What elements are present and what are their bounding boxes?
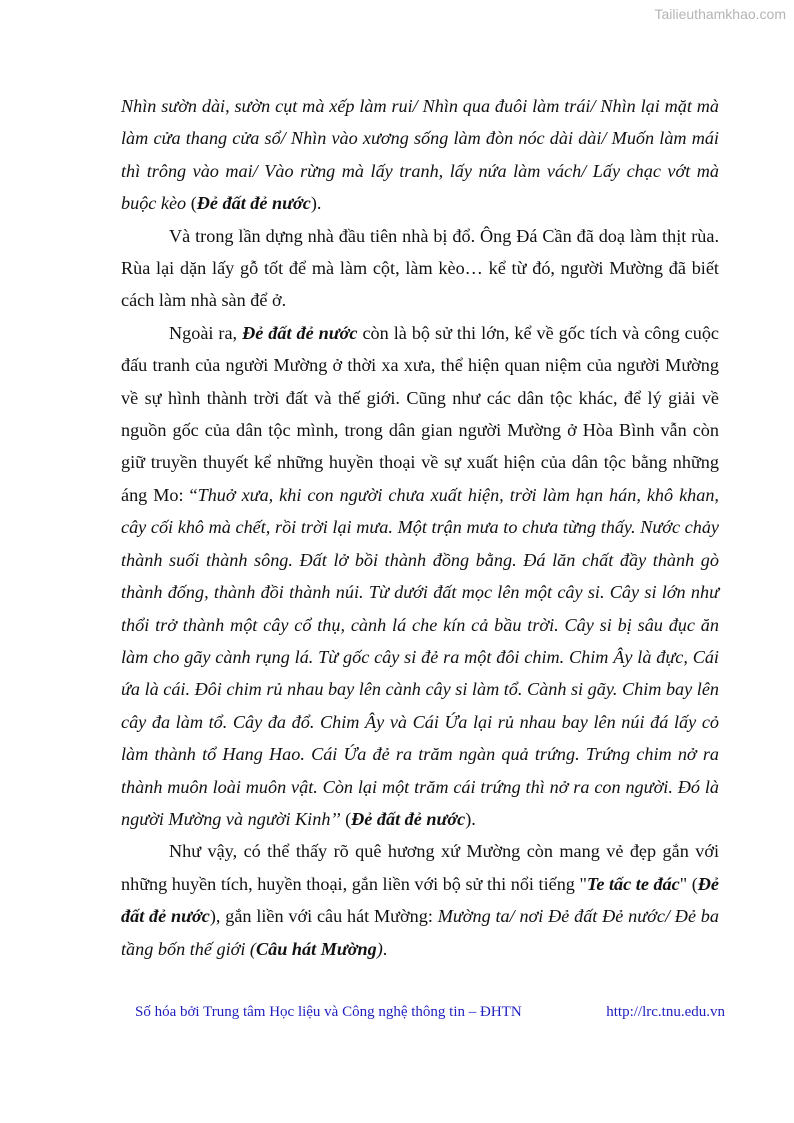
epic-description: còn là bộ sử thi lớn, kể về gốc tích và công cuộc đấu tranh của người Mường ở thời xa xưa, thể hiện quan niệm của người Mường về sự hình thành trời đất và thế giới. Cũng như các dân tộc khác, để lý giải về nguồn gốc của dân tộc mình, trong dân gian người Mường ở Hòa Bình vẫn còn giữ truyền thuyết kể những huyền thoại về sự xuất hiện của dân tộc bằng những áng Mo: “ bbox=[121, 322, 719, 505]
epic-title: Đẻ đất đẻ nước bbox=[121, 873, 720, 927]
document-body bbox=[121, 90, 719, 965]
footer-url[interactable]: http://lrc.tnu.edu.vn bbox=[606, 1004, 725, 1020]
conclusion-text-2: ), gắn liền với câu hát Mường: bbox=[209, 906, 438, 927]
myth-quote: Thuở xưa, khi con người chưa xuất hiện, trời làm hạn hán, khô khan, cây cối khô mà chết, rồi trời lại mưa. Một trận mưa to chưa từng thấy. Nước chảy thành suối thành sông. Đất lở bồi thành đồng bằng. Đá lăn chất đầy thành gò thành đống, thành đồi thành núi. Từ dưới đất mọc lên một cây si. Cây si lớn như thổi trở thành một cây cổ thụ, cành lá che kín cả bầu trời. Cây si bị sâu đục ăn làm cho gãy cành rụng lá. Từ gốc cây si đẻ ra một đôi chim. Chim Ây là đực, Cái ứa là cái. Đôi chim rủ nhau bay lên cành cây si làm tổ. Cành si gãy. Chim bay lên cây đa làm tổ. Cây đa đổ. Chim Ây và Cái Ứa lại rủ nhau bay lên núi đá lấy cỏ làm thành tổ Hang Hao. Cái Ứa đẻ ra trăm ngàn quả trứng. Trứng chim nở ra thành muôn loài muôn vật. Còn lại một trăm cái trứng thì nở ra con người. Đó là người Mường và người Kinh’’ bbox=[121, 484, 719, 829]
quote-paren: " ( bbox=[679, 873, 698, 894]
song-source: Câu hát Mường bbox=[256, 938, 377, 959]
song-lyric: Mường ta/ nơi Đẻ đất Đẻ nước/ Đẻ ba tầng bốn thế giới ( bbox=[121, 906, 719, 959]
close-paren: ). bbox=[310, 193, 322, 214]
conclusion-text: Như vậy, có thể thấy rõ quê hương xứ Mường còn mang vẻ đẹp gắn với những huyền tích, huyền thoại, gắn liền với bộ sử thi nổi tiếng " bbox=[121, 841, 719, 894]
epic-title: Đẻ đất đẻ nước bbox=[242, 322, 358, 343]
te-tac-title: Te tấc te đác bbox=[586, 873, 680, 894]
paragraph-epic bbox=[121, 317, 719, 836]
epic-title: Đẻ đất đẻ nước bbox=[196, 193, 311, 214]
watermark-text: Tailieuthamkhao.com bbox=[654, 6, 786, 22]
close-paren: ). bbox=[465, 808, 476, 829]
paragraph-house: Và trong lần dựng nhà đầu tiên nhà bị đổ. Ông Đá Cần đã doạ làm thịt rùa. Rùa lại dặn lấy gỗ tốt để mà làm cột, làm kèo… kể từ đó, người Mường đã biết cách làm nhà sàn để ở. bbox=[121, 225, 719, 311]
verse-text: Nhìn sườn dài, sườn cụt mà xếp làm rui/ Nhìn qua đuôi làm trái/ Nhìn lại mặt mà làm cửa thang cửa sổ/ Nhìn vào xương sống làm đòn nóc dài dài/ Muốn làm mái thì trông vào mai/ Vào rừng mà lấy tranh, lấy nứa làm vách/ Lấy chạc vớt mà buộc kèo bbox=[121, 96, 719, 214]
footer-credit: Số hóa bởi Trung tâm Học liệu và Công nghệ thông tin – ĐHTN bbox=[135, 1004, 522, 1020]
page-footer bbox=[135, 1004, 725, 1021]
open-paren: ( bbox=[340, 808, 352, 829]
period: . bbox=[382, 938, 388, 959]
paragraph-verse bbox=[121, 90, 719, 220]
epic-title: Đẻ đất đẻ nước bbox=[351, 808, 466, 829]
paragraph-conclusion bbox=[121, 835, 719, 965]
open-paren: ( bbox=[186, 193, 197, 214]
close-paren: ) bbox=[376, 938, 383, 959]
epic-intro: Ngoài ra, bbox=[169, 322, 243, 343]
